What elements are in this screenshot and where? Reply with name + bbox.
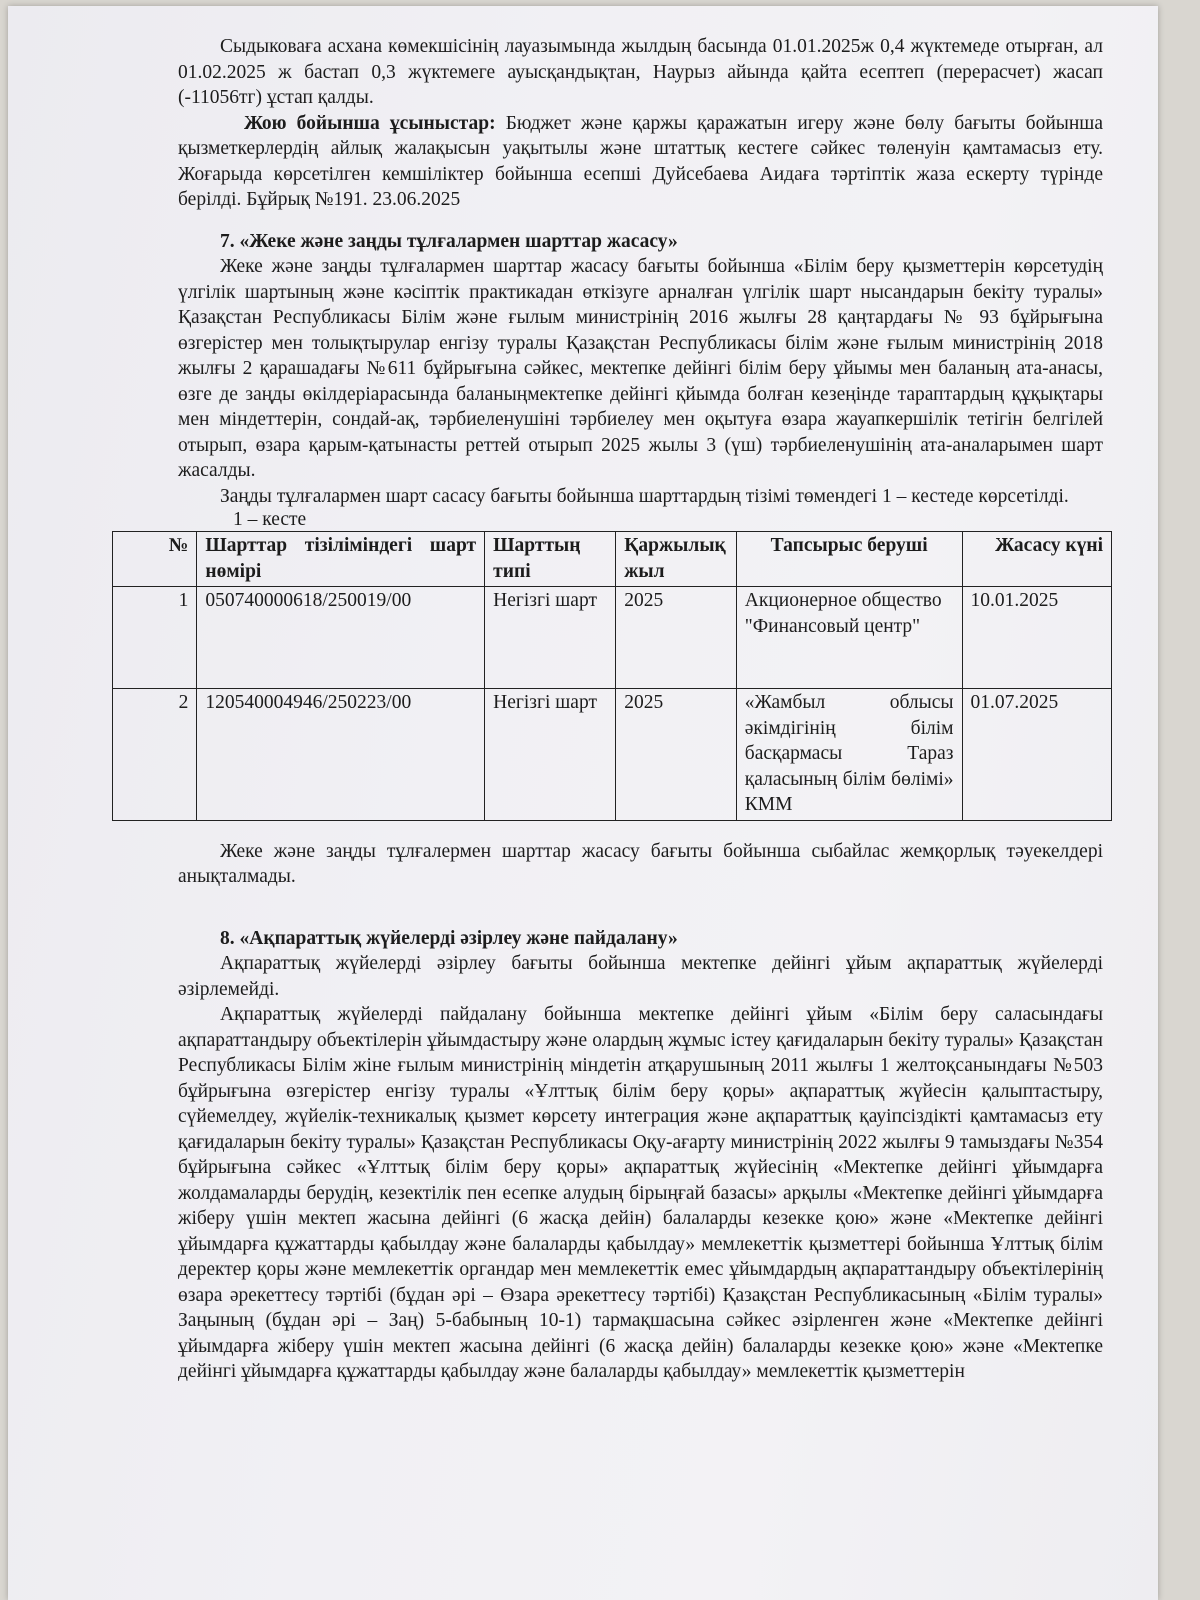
section-8-title: 8. «Ақпараттық жүйелерді әзірлеу және пайдалану» <box>220 927 678 949</box>
cell-contract-number: 050740000618/250019/00 <box>197 587 485 689</box>
table-header-row <box>113 532 1112 587</box>
section-8-paragraph-2: Ақпараттық жүйелерді пайдалану бойынша мектепке дейінгі ұйым «Білім беру саласындағы ақпараттандыру объектілерін ұйымдастыру және олардың жұмыс істеу қағидаларын бекіту туралы» Қазақстан Республикасы Білім жіне ғылым министрінің міндетін атқарушының 2011 жылғы 1 желтоқсанындағы №503 бұйрығына өзгерістер енгізу туралы «Ұлттық білім беру қоры» ақпараттық жүйесін қалыптастыру, сүйемелдеу, жүйелік-техникалық қызмет көрсету интеграция және ақпараттық қауіпсіздікті қамтамасыз ету қағидаларын бекіту туралы» Қазақстан Республикасы Оқу-ағарту министрінің 2022 жылғы 9 тамыздағы №354 бұйрығына сәйкес «Ұлттық білім беру қоры» ақпараттық жүйесінің «Мектепке дейінгі ұйымдарға жолдамаларды берудің, кезектілік пен есепке алудың бірыңғай базасы» арқылы «Мектепке дейінгі ұйымдарға жіберу үшін мектеп жасына дейінгі (6 жасқа дейін) балаларды кезекке қою» және «Мектепке дейінгі ұйымдарға құжаттарды қабылдау және балаларды қабылдау» мемлекеттік қызметтері бойынша Ұлттық білім деректер қоры және мемлекеттік органдар мен мемлекеттік емес ұйымдардың ақпараттандыру объектілерінің өзара әрекеттесу тәртібі (бұдан әрі – Өзара әрекеттесу тәртібі) Қазақстан Республикасының «Білім туралы» Заңының (бұдан әрі – Заң) 5-бабының 10-1) тармақшасына сәйкес әзірленген және «Мектепке дейінгі ұйымдарға жіберу үшін мектеп жасына дейінгі (6 жасқа дейін) балаларды кезекке қою» және «Мектепке дейінгі ұйымдарға құжаттарды қабылдау және балаларды қабылдау» мемлекеттік қызметтерін <box>178 1004 1103 1382</box>
spacer <box>178 821 1103 839</box>
header-fiscal-year: Қаржылық жыл <box>616 532 736 587</box>
contracts-table <box>112 531 1112 821</box>
cell-date: 10.01.2025 <box>962 587 1112 689</box>
recommendation-text: Бюджет және қаржы қаражатын игеру және бөлу бағыты бойынша қызметкерлердің айлық жалақысын уақытылы және штаттық кестеге сәйкес төленуін қамтамасыз ету. Жоғарыда көрсетілген кемшіліктер бойынша есепші Дуйсебаева Аидаға тәртіптік жаза ескерту түрінде берілді. Бұйрық №191. 23.06.2025 <box>178 112 1103 210</box>
section-7-paragraph-2: Заңды тұлғалармен шарт сасасу бағыты бойынша шарттардың тізімі төмендегі 1 – кестеде көрсетілді. <box>220 485 1069 507</box>
header-customer: Тапсырыс беруші <box>736 532 962 587</box>
cell-contract-number: 120540004946/250223/00 <box>197 689 485 821</box>
cell-contract-type: Негізгі шарт <box>485 689 616 821</box>
intro-paragraph: Сыдыковаға асхана көмекшісінің лауазымында жылдың басында 01.01.2025ж 0,4 жүктемеде отырған, ал 01.02.2025 ж бастап 0,3 жүктемеге ауысқандықтан, Наурыз айында қайта есептеп (перерасчет) жасап (-11056тг) ұстап қалды. <box>178 36 1103 108</box>
document-page <box>8 6 1158 1600</box>
header-number: № <box>113 532 197 587</box>
cell-fiscal-year: 2025 <box>616 587 736 689</box>
cell-number: 2 <box>113 689 197 821</box>
header-date: Жасасу күні <box>962 532 1112 587</box>
recommendation-paragraph <box>178 111 1103 213</box>
section-7-title: 7. «Жеке және заңды тұлғалармен шарттар жасасу» <box>220 230 678 252</box>
section-7-paragraph-3: Жеке және заңды тұлғалермен шарттар жасасу бағыты бойынша сыбайлас жемқорлық тәуекелдері анықталмады. <box>178 840 1103 887</box>
section-8-paragraph-1: Ақпараттық жүйелерді әзірлеу бағыты бойынша мектепке дейінгі ұйым ақпараттық жүйелерді әзірлемейді. <box>178 953 1103 1000</box>
section-7-paragraph-1: Жеке және заңды тұлғалармен шарттар жасасу бағыты бойынша «Білім беру қызметтерін көрсетудің үлгілік шартының және кәсіптік практикадан өткізуге арналған үлгілік шарт нысандарын бекіту туралы» Қазақстан Республикасы Білім және ғылым министрінің 2016 жылғы 28 қаңтардағы № 93 бұйрығына өзгерістер мен толықтырулар енгізу туралы Қазақстан Республикасы білім және ғылым министрінің 2018 жылғы 2 қарашадағы №611 бұйрығына сәйкес, мектепке дейінгі білім беру ұйымы мен баланың ата-анасы, өзге де заңды өкілдеріарасында баланыңмектепке дейінгі қйымда болған кезеңінде тараптардың құқықтары мен міндеттерін, сондай-ақ, тәрбиеленушіні тәрбиелеу мен оқытуға өзара жауапкершілік тетігін белгілей отырып, өзара қарым-қатынасты реттей отырып 2025 жылы 3 (үш) тәрбиеленушінің ата-аналарымен шарт жасалды. <box>178 256 1103 481</box>
table-row <box>113 587 1112 689</box>
cell-contract-type: Негізгі шарт <box>485 587 616 689</box>
cell-customer: «Жамбыл облысы әкімдігінің білім басқармасы Тараз қаласының білім бөлімі» КММ <box>736 689 962 821</box>
cell-customer: Акционерное общество "Финансовый центр" <box>736 587 962 689</box>
header-contract-number: Шарттар тізіліміндегі шарт нөмірі <box>197 532 485 587</box>
cell-date: 01.07.2025 <box>962 689 1112 821</box>
cell-fiscal-year: 2025 <box>616 689 736 821</box>
cell-number: 1 <box>113 587 197 689</box>
header-contract-type: Шарттың типі <box>485 532 616 587</box>
table-caption: 1 – кесте <box>233 509 307 530</box>
document-body <box>168 34 1103 1385</box>
table-row <box>113 689 1112 821</box>
recommendation-label: Жою бойынша ұсыныстар: <box>244 112 496 134</box>
